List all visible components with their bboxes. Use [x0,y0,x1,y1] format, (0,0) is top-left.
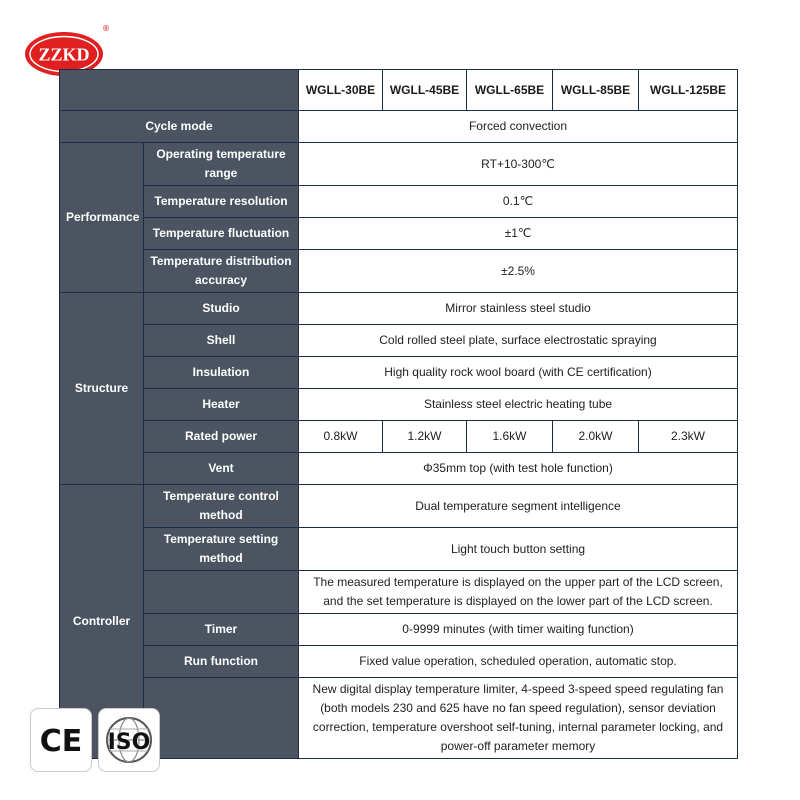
table-row [60,646,738,678]
table-row [60,325,738,357]
distribution-label: Temperature distribution accuracy [144,250,299,293]
model-header: WGLL-30BE [299,70,383,111]
registered-mark: ® [102,24,110,33]
rated-power-value: 0.8kW [299,421,383,453]
resolution-value: 0.1℃ [299,186,738,218]
model-header: WGLL-125BE [639,70,738,111]
table-row [60,357,738,389]
model-header: WGLL-85BE [553,70,639,111]
header-row [60,70,738,111]
control-method-label: Temperature control method [144,485,299,528]
spec-table [59,69,738,759]
rated-power-value: 1.6kW [467,421,553,453]
performance-category: Performance [60,143,144,293]
studio-label: Studio [144,293,299,325]
shell-label: Shell [144,325,299,357]
rated-power-value: 2.0kW [553,421,639,453]
cycle-mode-label: Cycle mode [60,111,299,143]
operating-range-label: Operating temperature range [144,143,299,186]
control-method-value: Dual temperature segment intelligence [299,485,738,528]
studio-value: Mirror stainless steel studio [299,293,738,325]
table-row [60,528,738,571]
vent-label: Vent [144,453,299,485]
features-value: New digital display temperature limiter, 4-speed 3-speed speed regulating fan (both models 230 and 625 have no fan speed regulation), sensor deviation correction, temperature overshoot self-tuning, internal parameter locking, and power-off parameter memory [299,678,738,759]
table-row [60,485,738,528]
table-row [60,293,738,325]
insulation-label: Insulation [144,357,299,389]
cycle-mode-value: Forced convection [299,111,738,143]
features-label [144,678,299,759]
table-row [60,571,738,614]
display-label [144,571,299,614]
model-header: WGLL-65BE [467,70,553,111]
run-function-label: Run function [144,646,299,678]
table-row [60,453,738,485]
timer-value: 0-9999 minutes (with timer waiting function) [299,614,738,646]
table-row [60,186,738,218]
structure-category: Structure [60,293,144,485]
table-row [60,614,738,646]
table-row [60,250,738,293]
distribution-value: ±2.5% [299,250,738,293]
table-row [60,218,738,250]
operating-range-value: RT+10-300℃ [299,143,738,186]
setting-method-value: Light touch button setting [299,528,738,571]
iso-badge [98,708,160,772]
rated-power-value: 1.2kW [383,421,467,453]
ce-mark: CE [39,724,83,759]
table-row [60,678,738,759]
shell-value: Cold rolled steel plate, surface electrostatic spraying [299,325,738,357]
table-row [60,111,738,143]
vent-value: Φ35mm top (with test hole function) [299,453,738,485]
heater-value: Stainless steel electric heating tube [299,389,738,421]
table-row [60,143,738,186]
controller-category: Controller [60,485,144,759]
timer-label: Timer [144,614,299,646]
iso-mark: ISO [107,730,151,755]
insulation-value: High quality rock wool board (with CE certification) [299,357,738,389]
heater-label: Heater [144,389,299,421]
setting-method-label: Temperature setting method [144,528,299,571]
fluctuation-value: ±1℃ [299,218,738,250]
table-row [60,389,738,421]
model-header: WGLL-45BE [383,70,467,111]
table-row [60,421,738,453]
rated-power-label: Rated power [144,421,299,453]
resolution-label: Temperature resolution [144,186,299,218]
ce-badge [30,708,92,772]
fluctuation-label: Temperature fluctuation [144,218,299,250]
display-value: The measured temperature is displayed on the upper part of the LCD screen, and the set temperature is displayed on the lower part of the LCD screen. [299,571,738,614]
header-blank-cell [60,70,299,111]
rated-power-value: 2.3kW [639,421,738,453]
run-function-value: Fixed value operation, scheduled operation, automatic stop. [299,646,738,678]
logo-text: ZZKD [38,44,90,65]
